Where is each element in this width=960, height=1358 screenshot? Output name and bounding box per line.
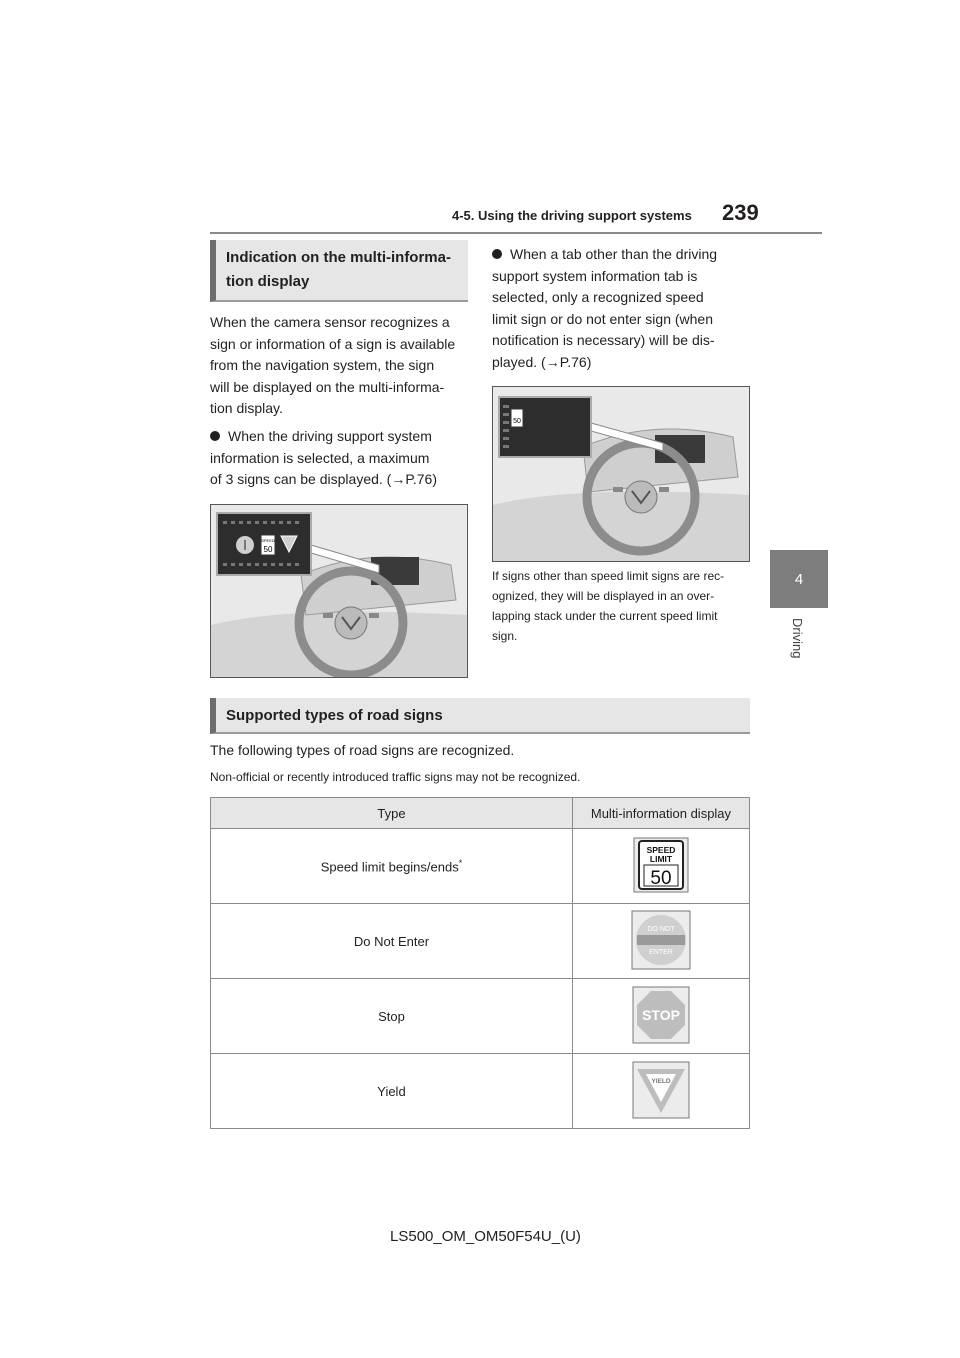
yield-sign-icon: [632, 1061, 690, 1119]
type-cell: Yield: [211, 1054, 573, 1129]
type-cell: Speed limit begins/ends*: [211, 829, 573, 904]
yield-sign-text: YIELD: [651, 1077, 671, 1085]
type-cell: Stop: [211, 979, 573, 1054]
footnote-mark: *: [458, 857, 463, 868]
section-heading-indication: [210, 240, 468, 302]
do-not-enter-line2: ENTER: [649, 948, 673, 956]
bullet-dot-icon: [210, 431, 220, 441]
heading-line: Indication on the multi-informa-: [226, 249, 451, 266]
stop-sign-text: STOP: [642, 1006, 680, 1023]
column-header-type: Type: [211, 798, 573, 829]
sign-cell: [572, 1054, 749, 1129]
column-header-display: Multi-information display: [572, 798, 749, 829]
speed-limit-sign-icon: [632, 836, 690, 894]
table-row: [211, 979, 750, 1054]
do-not-enter-line1: DO NOT: [647, 925, 675, 933]
dashboard-illustration-3-signs: [210, 504, 468, 678]
chapter-tab: 4: [770, 550, 828, 608]
sign-cell: [572, 904, 749, 979]
sign-cell: [572, 979, 749, 1054]
table-header-row: [211, 798, 750, 829]
page-number: 239: [722, 200, 759, 225]
heading-line: tion display: [226, 273, 310, 290]
table-row: [211, 829, 750, 904]
illus-sign-speed-number: 50: [263, 545, 273, 554]
section-title: 4-5. Using the driving support systems: [452, 208, 692, 223]
bullet-item: When a tab other than the driving support system information tab is selected, only a recognized speed limit sign or do not enter sign (when notification is necessary) will be dis- played. (→P.76): [492, 246, 718, 370]
speed-sign-line1: SPEED: [646, 844, 676, 855]
table-row: [211, 904, 750, 979]
type-cell: Do Not Enter: [211, 904, 573, 979]
intro-paragraph: When the camera sensor recognizes a sign or information of a sign is available from the navigation system, the sign will be displayed on the multi-informa- tion display.: [210, 314, 456, 416]
bullet-dot-icon: [492, 249, 502, 259]
speed-sign-line2: LIMIT: [649, 853, 673, 864]
road-signs-table: [210, 797, 750, 1129]
header-divider: [210, 232, 822, 234]
bullet-item: When the driving support system information is selected, a maximum of 3 signs can be displayed. (→P.76): [210, 428, 437, 487]
illus-sign-speed-label: SPEED: [261, 538, 275, 543]
illus-sign-speed-number: 50: [513, 418, 521, 425]
stop-sign-icon: [632, 986, 690, 1044]
section-heading-supported-signs: Supported types of road signs: [210, 698, 750, 734]
dashboard-illustration-1-sign: [492, 386, 750, 562]
speed-sign-number: 50: [650, 867, 672, 889]
sign-cell: [572, 829, 749, 904]
section-intro: The following types of road signs are recognized.: [210, 742, 515, 758]
stack-note: If signs other than speed limit signs are rec- ognized, they will be displayed in an over- lapping stack under the current speed limit sign.: [492, 569, 725, 643]
document-code: LS500_OM_OM50F54U_(U): [390, 1228, 581, 1245]
table-row: [211, 1054, 750, 1129]
section-note: Non-official or recently introduced traffic signs may not be recognized.: [210, 770, 581, 784]
do-not-enter-sign-icon: [631, 910, 691, 970]
chapter-label: Driving: [790, 618, 805, 659]
